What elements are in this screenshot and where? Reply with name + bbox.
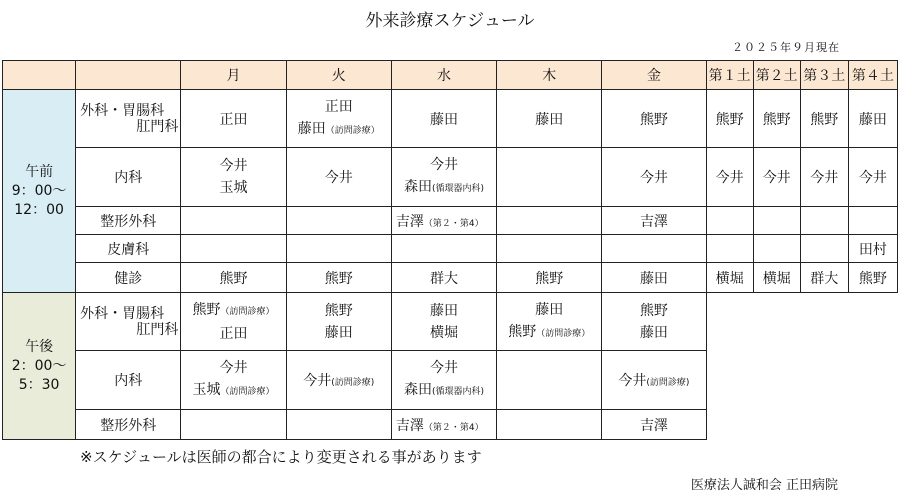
cell: 吉澤 <box>602 207 706 235</box>
cell: 正田 <box>181 90 286 148</box>
cell: 熊野 <box>602 90 706 148</box>
cell: 吉澤（第２・第4） <box>391 410 496 440</box>
cell <box>286 410 391 440</box>
cell: 今井 <box>706 148 753 207</box>
cell: 群大 <box>391 263 496 293</box>
cell: 熊野 <box>181 263 286 293</box>
cell: 正田 藤田（訪問診療） <box>286 90 391 148</box>
table-row <box>3 293 898 351</box>
cell: 今井 森田(循環器内科) <box>391 351 496 410</box>
cell: 熊野 <box>753 90 800 148</box>
cell: 藤田 熊野（訪問診療） <box>497 293 602 351</box>
cell: 群大 <box>800 263 848 293</box>
as-of-date: ２０２５年９月現在 <box>732 41 840 54</box>
cell: 熊野 藤田 <box>602 293 706 351</box>
pm-time-end: 5：30 <box>18 376 60 393</box>
cell: 藤田 <box>497 90 602 148</box>
cell: 熊野 <box>497 263 602 293</box>
cell <box>497 207 602 235</box>
dept-surgery-line2: 肛門科 <box>136 118 179 135</box>
cell: 熊野 <box>286 263 391 293</box>
header-mon: 月 <box>181 61 286 90</box>
header-fri: 金 <box>602 61 706 90</box>
cell: 今井 <box>753 148 800 207</box>
dept-surgery <box>76 90 181 148</box>
page-title: 外来診療スケジュール <box>365 11 535 31</box>
cell: 吉澤（第２・第4） <box>391 207 496 235</box>
dept-ortho: 整形外科 <box>76 410 181 440</box>
pm-label: 午後 <box>25 338 54 355</box>
am-label: 午前 <box>25 163 54 180</box>
am-time-end: 12：00 <box>14 201 64 218</box>
cell <box>181 235 286 263</box>
cell <box>602 235 706 263</box>
hospital-name: 医療法人誠和会 正田病院 <box>690 478 838 493</box>
cell: 横堀 <box>753 263 800 293</box>
schedule-note: ※スケジュールは医師の都合により変更される事があります <box>80 448 482 466</box>
cell <box>800 235 848 263</box>
header-tue: 火 <box>286 61 391 90</box>
header-sat4: 第４土 <box>848 61 897 90</box>
cell <box>181 410 286 440</box>
pm-saturday-blank <box>706 293 897 440</box>
cell <box>706 235 753 263</box>
cell: 今井(訪問診療) <box>286 351 391 410</box>
dept-surgery-line2: 肛門科 <box>136 321 179 338</box>
header-sat3: 第３土 <box>800 61 848 90</box>
dept-derm: 皮膚科 <box>76 235 181 263</box>
header-row <box>3 61 898 90</box>
dept-surgery-line1: 外科・胃腸科 <box>80 102 165 119</box>
cell: 今井 玉城 <box>181 148 286 207</box>
cell: 熊野 <box>706 90 753 148</box>
cell: 田村 <box>848 235 897 263</box>
cell: 熊野 <box>848 263 897 293</box>
cell <box>753 235 800 263</box>
pm-session-cell <box>3 293 76 440</box>
cell <box>286 235 391 263</box>
schedule-table <box>2 60 898 440</box>
cell: 吉澤 <box>602 410 706 440</box>
cell <box>497 351 602 410</box>
header-sat2: 第２土 <box>753 61 800 90</box>
cell: 熊野 <box>800 90 848 148</box>
cell <box>391 235 496 263</box>
table-row <box>3 148 898 207</box>
header-dept <box>76 61 181 90</box>
dept-internal: 内科 <box>76 351 181 410</box>
cell: 今井 森田(循環器内科) <box>391 148 496 207</box>
dept-surgery-line1: 外科・胃腸科 <box>80 305 165 322</box>
dept-ortho: 整形外科 <box>76 207 181 235</box>
table-row <box>3 263 898 293</box>
cell <box>286 207 391 235</box>
dept-internal: 内科 <box>76 148 181 207</box>
header-thu: 木 <box>497 61 602 90</box>
cell <box>706 207 753 235</box>
table-row <box>3 235 898 263</box>
cell: 藤田 横堀 <box>391 293 496 351</box>
cell: 藤田 <box>602 263 706 293</box>
cell: 熊野（訪問診療） 正田 <box>181 293 286 351</box>
table-row <box>3 90 898 148</box>
table-row <box>3 207 898 235</box>
cell <box>497 235 602 263</box>
cell: 今井 <box>286 148 391 207</box>
cell: 藤田 <box>848 90 897 148</box>
cell <box>497 148 602 207</box>
cell: 藤田 <box>391 90 496 148</box>
header-session <box>3 61 76 90</box>
cell <box>753 207 800 235</box>
header-sat1: 第１土 <box>706 61 753 90</box>
cell: 横堀 <box>706 263 753 293</box>
cell <box>181 207 286 235</box>
cell: 今井 <box>602 148 706 207</box>
cell <box>497 410 602 440</box>
dept-checkup: 健診 <box>76 263 181 293</box>
header-wed: 水 <box>391 61 496 90</box>
pm-time-start: 2：00～ <box>11 357 67 374</box>
cell: 今井 <box>848 148 897 207</box>
dept-surgery <box>76 293 181 351</box>
cell: 熊野 藤田 <box>286 293 391 351</box>
cell: 今井 玉城（訪問診療） <box>181 351 286 410</box>
cell: 今井(訪問診療) <box>602 351 706 410</box>
cell: 今井 <box>800 148 848 207</box>
am-session-cell <box>3 90 76 293</box>
cell <box>848 207 897 235</box>
cell <box>800 207 848 235</box>
am-time-start: 9：00～ <box>11 182 67 199</box>
